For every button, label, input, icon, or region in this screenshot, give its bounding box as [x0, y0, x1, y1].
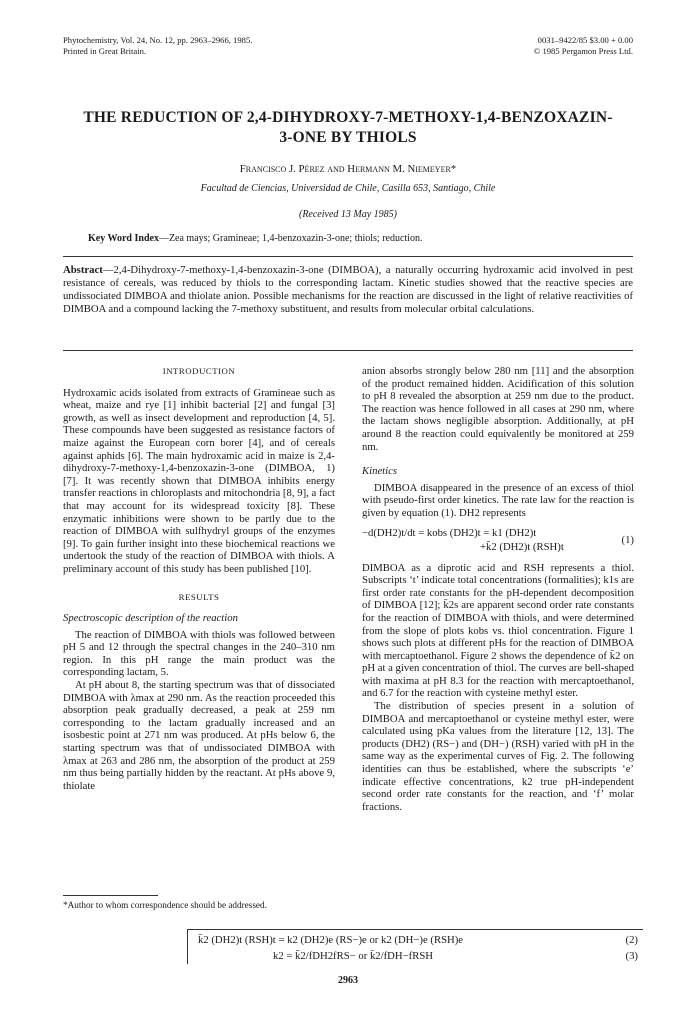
price-code: 0031–9422/85 $3.00 + 0.00	[537, 35, 633, 45]
equation-1	[362, 526, 634, 554]
spectroscopy-paragraph-1: The reaction of DIMBOA with thiols was followed between pH 5 and 12 through the spectral changes in the 240–310 nm region. In this pH range the main product was the corresponding lactam, 5.	[63, 628, 335, 679]
footnote-rule	[63, 895, 158, 896]
copyright: © 1985 Pergamon Press Ltd.	[533, 45, 633, 56]
equation-2-number: (2)	[625, 934, 638, 946]
kinetics-paragraph-1: DIMBOA disappeared in the presence of an excess of thiol with pseudo-first order kinetics. The rate law for the reaction is given by equation (1). DH2 represents	[362, 481, 634, 519]
equation-1-line-1: −d(DH2)t/dt = kobs (DH2)t = k1 (DH2)t	[362, 526, 537, 539]
abstract-label: Abstract	[63, 264, 103, 276]
results-heading: RESULTS	[178, 591, 220, 602]
footnote: *Author to whom correspondence should be addressed.	[63, 900, 267, 910]
left-column	[63, 365, 335, 792]
authors: Francisco J. Pérez and Hermann M. Niemeyer*	[239, 163, 457, 175]
equation-2	[198, 934, 638, 946]
spectroscopy-heading: Spectroscopic description of the reaction	[63, 612, 238, 625]
kinetics-paragraph-3: The distribution of species present in a solution of DIMBOA and mercaptoethanol or cysteine methyl ester, were calculated using pKa values from the literature [12, 13]. The products (DH2) (RS−) and (DH−) (RSH) varied with pH in the same way as the experimental curves of Fig. 2. The following identities can thus be established, where the subscripts ‘e’ indicate effective concentrations, k2 true pH-independent second order rate constants for the reaction, and ‘f’ molar fractions.	[362, 700, 634, 813]
title-line-1: THE REDUCTION OF 2,4-DIHYDROXY-7-METHOXY-1,4-BENZOXAZIN-	[83, 109, 613, 126]
affiliation: Facultad de Ciencias, Universidad de Chile, Casilla 653, Santiago, Chile	[200, 183, 496, 194]
journal-citation: Phytochemistry, Vol. 24, No. 12, pp. 2963–2966, 1985.	[63, 35, 253, 45]
kinetics-heading: Kinetics	[362, 465, 398, 478]
keywords-text: —Zea mays; Gramineae; 1,4-benzoxazin-3-one; thiols; reduction.	[158, 233, 423, 244]
journal-header-left	[63, 35, 252, 56]
journal-header-right	[534, 35, 633, 56]
page-number: 2963	[338, 975, 358, 986]
top-rule	[63, 256, 633, 257]
abstract-text: —2,4-Dihydroxy-7-methoxy-1,4-benzoxazin-3-one (DIMBOA), a naturally occurring hydroxamic acid involved in pest resistance of cereals, was reduced by thiols to the corresponding lactam. Kinetic studies showed that the reactive species are undissociated DIMBOA and thiolate anion. Possible mechanisms for the reaction are discussed in the light of relative reactivities of DIMBOA and a compound lacking the 7-methoxy substituent, and results from molecular orbital calculations.	[63, 264, 633, 315]
right-column	[362, 365, 634, 813]
received-date: (Received 13 May 1985)	[298, 209, 397, 220]
equation-1-number: (1)	[621, 533, 634, 546]
equation-3	[198, 950, 638, 962]
intro-paragraph: Hydroxamic acids isolated from extracts of Gramineae such as wheat, maize and rye [1] inhibit bacterial [2] and fungal [3] growth, as well as insect development and reproduction [4, 5]. These compounds have been suggested as resistance factors of maize against the European corn borer [4], and of cereals against aphids [6]. The main hydroxamic acid in maize is 2,4-dihydroxy-7-methoxy-1,4-benzoxazin-3-one (DIMBOA, 1) [7]. It was recently shown that DIMBOA inhibits energy transfer reactions in chloroplasts and mitochondria [8, 9], a fact that may account for its widespread toxicity [8]. These enzymatic inhibitions were shown to be partly due to the reaction of DIMBOA with sulfhydryl groups of the enzymes [9]. To gain further insight into these biochemical reactions we undertook the study of the reaction of DIMBOA with thiols. A preliminary account of this study has been published [10].	[63, 386, 335, 575]
title-line-2: 3-ONE BY THIOLS	[279, 129, 417, 146]
intro-heading: INTRODUCTION	[162, 366, 236, 376]
right-paragraph-1: anion absorbs strongly below 280 nm [11] and the absorption of the product remained hidden. Acidification of this solution to pH 8 revealed the absorption at 259 nm due to the product. The reaction was hence followed in all cases at 290 nm, where the lactam shows negligible absorption. Additionally, at pH around 8 the reaction could equivalently be monitored at 259 nm.	[362, 365, 634, 453]
equation-3-number: (3)	[625, 950, 638, 962]
abstract-rule	[63, 350, 633, 351]
equation-box	[187, 929, 643, 964]
article-title	[0, 108, 696, 148]
equation-1-line-2: +k̄2 (DH2)t (RSH)t	[480, 540, 564, 553]
kinetics-paragraph-2: DIMBOA as a diprotic acid and RSH represents a thiol. Subscripts ‘t’ indicate total concentrations (formalities); k1s are first order rate constants for the pH-dependent decomposition of DIMBOA [12]; k̄2s are apparent second order rate constants for the reaction of DIMBOA with thiols, and were determined from the slope of plots kobs vs. thiol concentration. Figure 1 shows such plots at different pHs for the reaction of DIMBOA with mercaptoethanol. Figure 2 shows the dependence of k̄2 on pH at a given concentration of thiol. The curves are bell-shaped with maxima at pH 8.3 for the reaction with mercaptoethanol, and 6.7 for the reaction with cysteine methyl ester.	[362, 561, 634, 700]
keywords-label: Key Word Index	[88, 233, 159, 244]
printed-note: Printed in Great Britain.	[63, 45, 147, 56]
equation-3-body: k2 = k̄2/fDH2fRS− or k̄2/fDH−fRSH	[273, 950, 433, 962]
spectroscopy-paragraph-2: At pH about 8, the starting spectrum was that of dissociated DIMBOA with λmax at 290 nm. As the reaction proceeded this absorption peak gradually decreased, a peak at 259 nm corresponding to the lactam gradually increased and an isosbestic point at 271 nm was produced. At pHs below 6, the starting spectrum was that of undissociated DIMBOA with λmax at 263 and 286 nm, the absorption of the product at 259 nm thus being partially hidden by the reactant. At pHs above 9, thiolate	[63, 679, 335, 792]
equation-2-body: k̄2 (DH2)t (RSH)t = k2 (DH2)e (RS−)e or k2 (DH−)e (RSH)e	[198, 934, 464, 946]
keywords	[88, 233, 628, 244]
abstract	[63, 264, 633, 316]
